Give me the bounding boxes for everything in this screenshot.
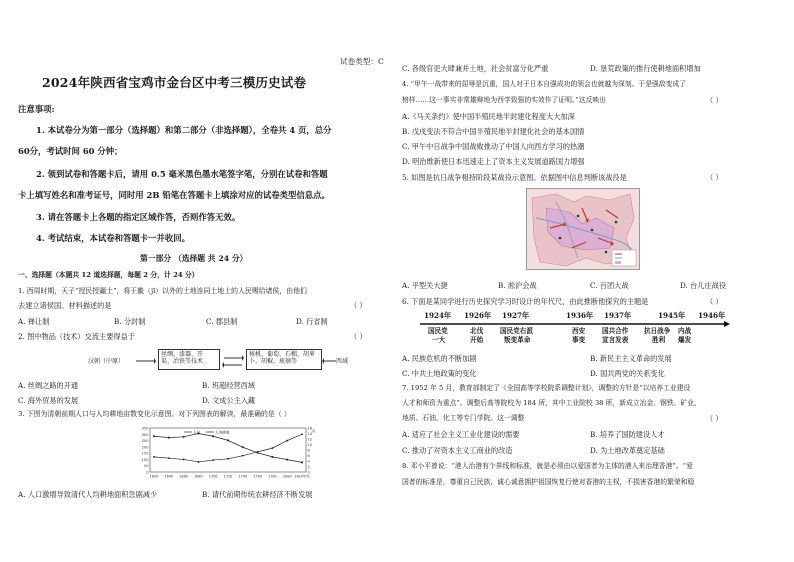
timeline-event-1-l1: 国民党 <box>428 327 448 335</box>
timeline <box>400 311 780 351</box>
y-right-tick-label: 12 <box>307 437 313 442</box>
q7-stem-2: 人才和师资为重点”。调整后高等院校为 184 所，其中工业院校 38 所，新成立冶金、钢铁、矿业、 <box>402 399 701 407</box>
x-tick-label: 1760 <box>253 474 262 479</box>
timeline-event-4-l2: 事变 <box>572 336 586 344</box>
timeline-event-3-l2: 叛变革命 <box>504 336 531 344</box>
q7-option-b[interactable]: B. 培养了国防建设人才 <box>590 430 665 439</box>
q3-option-a[interactable]: A. 人口激增导致清代人均耕地面积急剧减少 <box>18 490 158 499</box>
q3-option-c[interactable]: C. 各级官吏大肆兼并土地，社会贫富分化严重 <box>402 64 549 73</box>
timeline-year-6: 1945年 <box>658 311 686 320</box>
x-tick-label: 1640 <box>164 474 174 479</box>
q2-option-b[interactable]: B. 班超经营西域 <box>202 381 255 390</box>
box1-line2: 渠、冶铁等技术 <box>161 358 204 365</box>
q6-option-b[interactable]: B. 新民主主义革命的发展 <box>590 354 672 363</box>
y-left-tick-label: 150 <box>141 451 149 456</box>
land-point <box>168 437 170 439</box>
q4-option-c[interactable]: C. 甲午中日战争中国战败推动了中国人向西方学习的热潮 <box>402 142 585 151</box>
x-tick-label: 1820年份 <box>294 474 310 479</box>
box2-line1: 核桃、葡萄、石榴、胡萝 <box>249 351 316 358</box>
y-left-tick-label: 200 <box>141 445 149 450</box>
timeline-event-5-l1: 国共合作 <box>602 327 629 335</box>
land-point <box>242 446 244 448</box>
q7-option-d[interactable]: D. 为土地改革奠定基础 <box>590 446 665 455</box>
q1-option-b[interactable]: B. 分封制 <box>114 317 146 326</box>
land-point <box>301 461 303 463</box>
y-right-tick-label: 0 <box>307 470 310 475</box>
q8-stem-1: 8. 邓小平曾说：“港人治港有个界线和标准，就是必须由以爱国者为主体的港人来治理香港”。“爱 <box>402 462 693 470</box>
q2-stem: 2. 图中物品（技术）交流主要得益于 <box>18 332 135 341</box>
q6-option-d[interactable]: D. 国共两党的关系变化 <box>590 369 665 378</box>
y-right-tick-label: 14 <box>307 432 313 436</box>
timeline-event-6-l1: 抗日战争 <box>644 327 671 335</box>
land-point <box>153 435 155 437</box>
timeline-year-5: 1937年 <box>604 311 632 320</box>
timeline-event-7-l1: 内战 <box>678 327 692 335</box>
q6-stem: 6. 下面是某同学进行历史探究学习时设计的年代尺，由此推断他探究的主题是 <box>402 297 649 306</box>
y-right-axis-label: 亩 <box>312 429 316 433</box>
q5-option-c[interactable]: C. 百团大战 <box>590 281 629 290</box>
y-right-tick-label: 2 <box>307 465 310 469</box>
land-point <box>257 452 259 454</box>
q4-answer-paren: （ ） <box>706 96 723 105</box>
land-point <box>286 459 288 461</box>
q6-option-a[interactable]: A. 民族危机的不断加剧 <box>402 354 477 363</box>
q8-stem-2: 国者的标准是，尊重自己民族，诚心诚意拥护祖国恢复行使对香港的主权，不损害香港的繁荣和稳 <box>402 478 695 486</box>
population-point <box>227 458 229 460</box>
timeline-event-2-l1: 北伐 <box>470 327 484 335</box>
q2-option-a[interactable]: A. 丝绸之路的开通 <box>18 381 79 390</box>
part1-heading: 第一部分 （选择题 共 24 分） <box>140 254 248 263</box>
land-point <box>227 439 229 441</box>
population-point <box>301 433 303 435</box>
q6-option-c[interactable]: C. 中共土地政策的变化 <box>402 369 477 378</box>
q1-option-a[interactable]: A. 禅让制 <box>18 317 50 326</box>
q2-answer-paren: （ ） <box>350 332 367 341</box>
timeline-event-6-l2: 胜利 <box>652 336 666 344</box>
population-point <box>242 455 244 457</box>
diagram-box-western-goods <box>246 349 322 370</box>
legend-label-population: 人口 <box>193 430 201 435</box>
q7-option-a[interactable]: A. 适应了社会主义工业化建设的需要 <box>402 430 520 439</box>
diagram-box-han-goods <box>158 349 220 370</box>
timeline-year-4: 1936年 <box>566 311 594 320</box>
double-arrow-icon <box>222 351 244 371</box>
population-point <box>272 447 274 449</box>
box1-line1: 丝绸、漆器、开 <box>161 351 204 358</box>
q6-answer-paren: （ ） <box>706 297 723 306</box>
y-left-tick-label: 250 <box>141 439 149 444</box>
arrow-right-icon <box>136 351 156 371</box>
q5-option-d[interactable]: D. 台儿庄战役 <box>680 281 727 290</box>
land-point <box>183 436 185 438</box>
population-point <box>198 461 200 463</box>
diagram-right-label: 西域 <box>336 358 349 365</box>
q5-stem: 5. 如图是抗日战争相持阶段某战役示意图。依据图中信息判断该战役是 <box>402 173 627 182</box>
timeline-year-2: 1926年 <box>464 311 492 320</box>
x-tick-label: 1660 <box>179 474 188 479</box>
y-left-tick-label: 0 <box>146 470 149 475</box>
x-tick-label: 1740 <box>238 474 248 479</box>
q7-option-c[interactable]: C. 推动了对资本主义工商业的改造 <box>402 446 513 455</box>
q4-option-d[interactable]: D. 明治维新使日本迅速走上了资本主义发展道路国力增强 <box>402 157 585 166</box>
timeline-event-3-l1: 国民党右派 <box>500 327 533 335</box>
timeline-event-7-l2: 爆发 <box>678 336 692 344</box>
y-left-tick-label: 100 <box>141 457 149 462</box>
timeline-year-3: 1927年 <box>502 311 530 320</box>
y-left-tick-label: 50 <box>143 464 149 469</box>
exam-type: 试卷类型：C <box>340 57 384 66</box>
arrow-left-icon <box>322 351 336 371</box>
timeline-year-7: 1946年 <box>698 311 726 320</box>
notice-line-6: 4. 考试结束，本试卷和答题卡一并收回。 <box>36 233 191 243</box>
box2-line2: 卜、胡椒、琉璃等 <box>249 358 298 365</box>
q1-stem-2: 去建立诸侯国。材料描述的是 <box>18 301 112 310</box>
q4-stem-1: 4. “甲午一战带来的屈辱是沉重，国人对于日本自强成功的领会也就越为深刻。于是强敌变成了 <box>402 80 686 88</box>
population-point <box>153 456 155 458</box>
y-right-tick-label: 4 <box>307 459 310 464</box>
part1-instruction: 一、选择题（本题共 12 道选择题，每题 2 分，计 24 分） <box>18 271 199 279</box>
y-right-tick-label: 6 <box>307 454 310 458</box>
legend-label-land: 人均耕地 <box>215 430 230 435</box>
battle-map <box>526 188 640 270</box>
q3-option-d[interactable]: D. 垦荒政策的推行使耕地面积增加 <box>590 64 701 73</box>
q7-stem-3: 地质、石油、化工等专门学院。这一调整 <box>402 414 525 422</box>
notice-line-3: 2. 领到试卷和答题卡后，请用 0.5 毫米黑色墨水笔签字笔，分别在试卷和答题 <box>36 169 328 179</box>
q7-stem-1: 7. 1952 年 5 月，教育部制定了《全国高等学校院系调整计划》，调整的方针是“以培养工业建设 <box>402 384 691 392</box>
notice-heading: 注意事项: <box>18 104 55 114</box>
notice-line-4: 卡上填写姓名和准考证号，同时用 2B 铅笔在答题卡上填涂对应的试卷类型信息点。 <box>18 190 330 200</box>
q3-option-b[interactable]: B. 请代前期传统农耕经济不断发展 <box>202 490 313 499</box>
x-tick-label: 1800 <box>282 474 292 479</box>
x-tick-label: 1700 <box>208 474 218 479</box>
y-right-tick-label: 8 <box>307 448 310 453</box>
trade-diagram <box>64 347 354 375</box>
population-point <box>168 457 170 459</box>
page-title: 2024年陕西省宝鸡市金台区中考三模历史试卷 <box>42 75 307 90</box>
chart-frame <box>150 428 306 472</box>
notice-line-5: 3. 请在答题卡上各题的指定区域作答，否则作答无效。 <box>36 212 241 222</box>
q1-option-d[interactable]: D. 行省制 <box>296 317 328 326</box>
q2-option-d[interactable]: D. 文成公主入藏 <box>202 396 256 405</box>
population-point <box>286 440 288 442</box>
notice-line-1: 1. 本试卷分为第一部分（选择题）和第二部分（非选择题），全卷共 4 页，总分 <box>36 125 332 135</box>
x-tick-label: 1680 <box>194 474 203 479</box>
notice-line-2: 60分，考试时间 60 分钟； <box>18 146 123 156</box>
y-left-tick-label: 350 <box>141 426 149 431</box>
q1-answer-paren: （ ） <box>350 301 367 310</box>
population-point <box>183 459 185 461</box>
timeline-event-2-l2: 开始 <box>470 336 484 344</box>
x-tick-label: 1780 <box>268 474 277 479</box>
q4-stem-2: 榜样……这一事实非常雄辩地为西学致强的实效作了证明。”这反映出 <box>402 96 606 104</box>
timeline-event-1-l2: 一大 <box>432 336 446 344</box>
timeline-event-5-l2: 宣言发表 <box>602 336 629 344</box>
timeline-year-1: 1924年 <box>424 311 452 320</box>
q7-answer-paren: （ ） <box>706 414 723 423</box>
q1-stem-1: 1. 西周时期，天子“授民授疆土”，将王畿（jī）以外的土地连同土地上的人民赐给诸侯，由他们 <box>18 287 307 295</box>
y-right-tick-label: 16 <box>307 426 313 431</box>
y-left-tick-label: 300 <box>141 432 149 437</box>
q3-stem: 3. 下图为清朝前期人口与人均耕地亩数变化示意图。对下列图表的解读，最准确的是（ ） <box>18 410 291 418</box>
population-point <box>212 459 214 461</box>
x-tick-label: 1620 <box>149 474 159 479</box>
q2-option-c[interactable]: C. 海外贸易的发展 <box>18 396 79 405</box>
q5-answer-paren: （ ） <box>706 173 723 182</box>
series-line-population <box>154 434 302 462</box>
y-right-tick-label: 10 <box>307 443 313 447</box>
q4-option-a[interactable]: A.《马关条约》使中国半殖民地半封建化程度大大加深 <box>402 112 575 121</box>
q4-option-b[interactable]: B. 戊戌变法不符合中国半殖民地半封建化社会的基本国情 <box>402 127 585 136</box>
population-land-chart <box>136 424 320 482</box>
q5-option-b[interactable]: B. 淞沪会战 <box>498 281 537 290</box>
x-tick-label: 1720 <box>223 474 233 479</box>
q1-option-c[interactable]: C. 郡县制 <box>206 317 238 326</box>
timeline-event-4-l1: 西安 <box>572 327 586 335</box>
land-point <box>272 456 274 458</box>
diagram-left-label: 汉朝（中原） <box>88 358 125 365</box>
q5-option-a[interactable]: A. 平型关大捷 <box>402 281 448 290</box>
land-point <box>212 435 214 437</box>
